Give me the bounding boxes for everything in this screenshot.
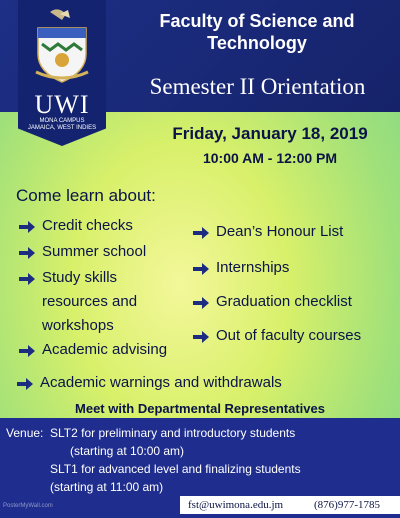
topic-out-of-faculty-courses: Out of faculty courses [216,327,362,344]
arrow-right-icon [18,344,36,358]
topic-graduation-checklist: Graduation checklist [216,293,352,310]
campus-label: MONA CAMPUS JAMAICA, WEST INDIES [27,118,97,131]
topics-heading: Come learn about: [16,186,156,205]
arrow-right-icon [18,272,36,286]
topic-study-skills-line2: resources and [42,293,138,310]
topic-academic-advising: Academic advising [42,341,168,358]
crest-icon [30,8,94,88]
meet-representatives: Meet with Departmental Representatives [75,401,325,416]
topic-deans-honour-list: Dean’s Honour List [216,223,344,240]
venue-line-slt2: SLT2 for preliminary and introductory students [50,426,296,440]
logo-text: UWI [34,90,90,119]
venue-label: Venue: [6,426,44,440]
contact-box [180,496,400,514]
venue-line-slt2-time: (starting at 10:00 am) [70,444,185,458]
event-date: Friday, January 18, 2019 [172,124,368,143]
topic-internships: Internships [216,259,290,276]
topic-credit-checks: Credit checks [42,217,133,234]
arrow-right-icon [192,262,210,276]
venue-line-slt1: SLT1 for advanced level and finalizing students [50,462,301,476]
arrow-right-icon [192,330,210,344]
topic-summer-school: Summer school [42,243,147,260]
topic-study-skills-line3: workshops [42,317,114,334]
arrow-right-icon [18,220,36,234]
contact-phone[interactable]: (876)977-1785 [314,499,380,511]
watermark: PosterMyWall.com [3,503,53,509]
topic-study-skills: Study skills [42,269,118,286]
topic-academic-warnings: Academic warnings and withdrawals [40,374,282,391]
faculty-title: Faculty of Science and Technology [159,11,355,53]
orientation-title: Semester II Orientation [149,74,366,99]
arrow-right-icon [16,377,34,391]
arrow-right-icon [192,296,210,310]
venue-line-slt1-time: (starting at 11:00 am) [50,480,164,494]
arrow-right-icon [18,246,36,260]
arrow-right-icon [192,226,210,240]
contact-email[interactable]: fst@uwimona.edu.jm [188,499,284,511]
event-time: 10:00 AM - 12:00 PM [202,150,338,166]
